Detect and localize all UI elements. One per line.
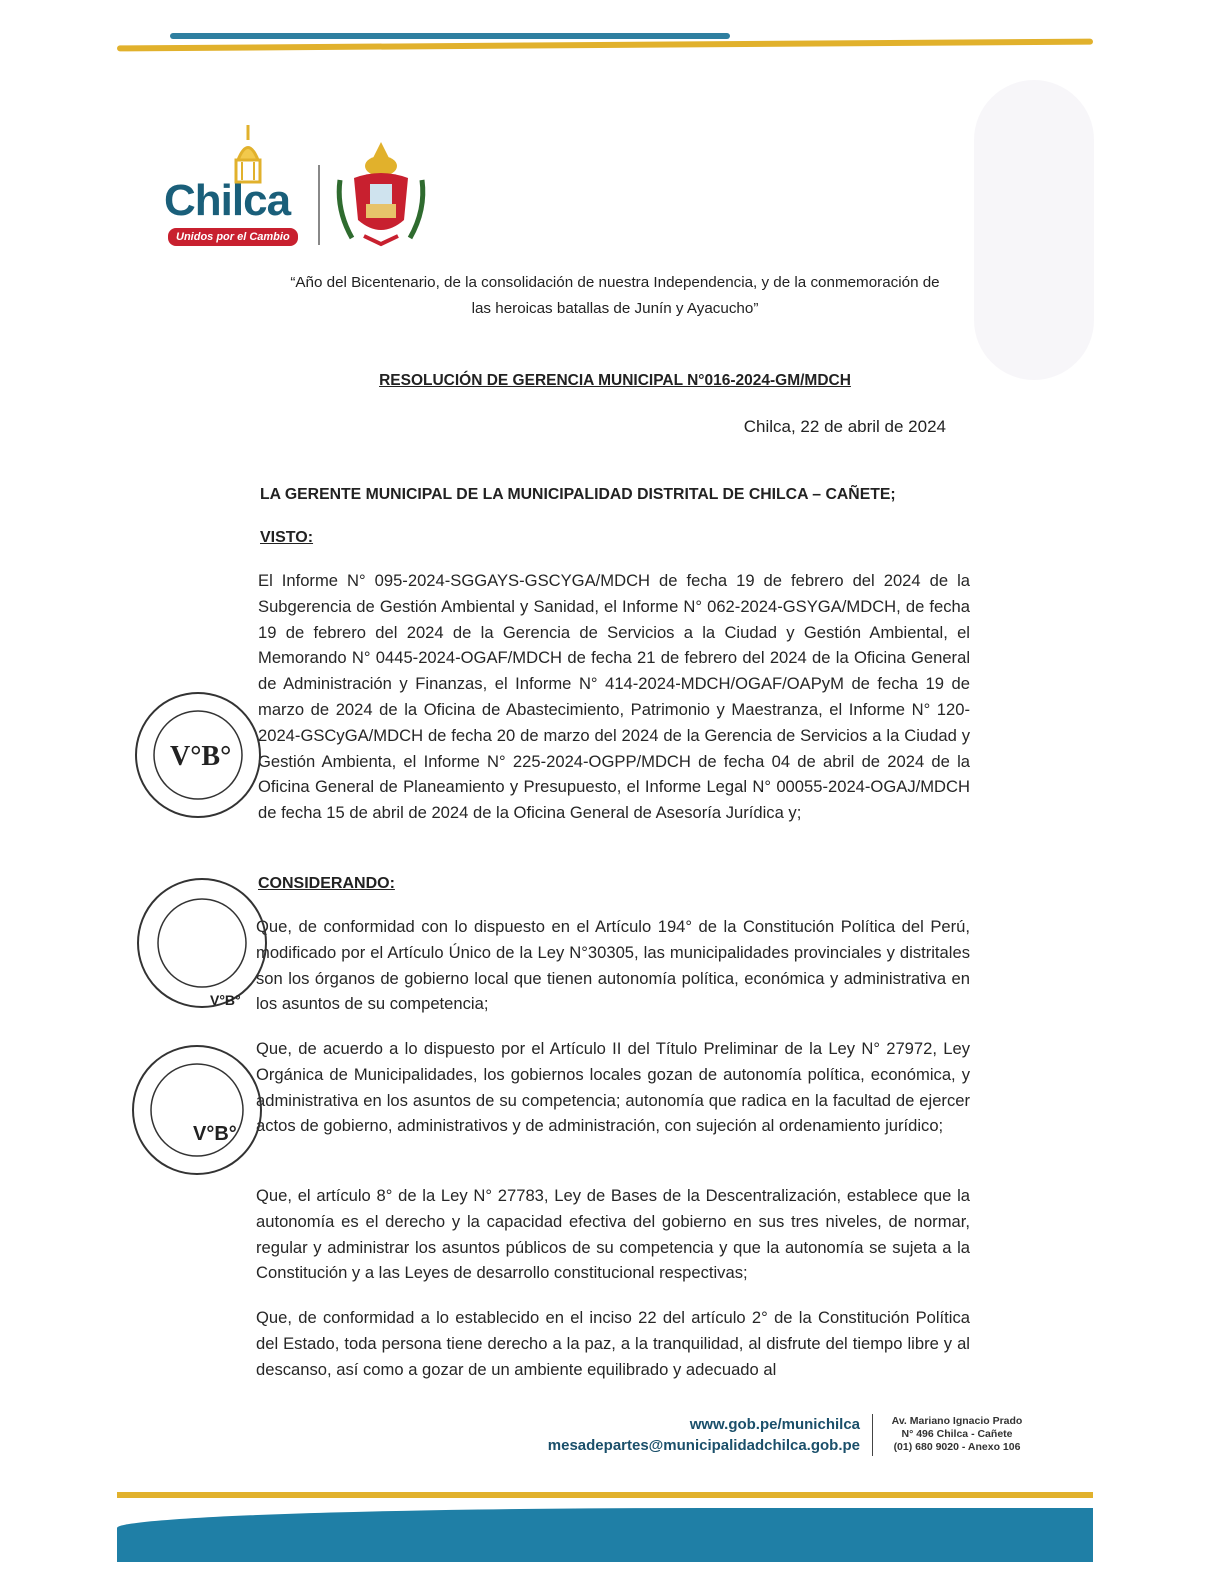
considerando-paragraph-1: Que, de conformidad con lo dispuesto en el Artículo 194° de la Constitución Política del Perú, modificado por el Artículo Único de la Ley N°30305, las municipalidades provinciales y distritales son los órganos de gobierno local que tienen autonomía política, económica y administrativa en los asuntos de su competencia; [256,917,970,1014]
considerando-paragraph-4: Que, de conformidad a lo establecido en el inciso 22 del artículo 2° de la Constitución Política del Estado, toda persona tiene derecho a la paz, a la tranquilidad, al disfrute del tiempo libre y al descanso, así como a gozar de un ambiente equilibrado y adecuado al [256,1308,970,1379]
place-date: Chilca, 22 de abril de 2024 [743,417,946,436]
svg-text:V°B°: V°B° [170,741,232,772]
footer-gold-stripe [117,1492,1093,1498]
footer-address-line-2: N° 496 Chilca - Cañete [901,1428,1013,1440]
considerando-paragraph-3: Que, el artículo 8° de la Ley N° 27783, Ley de Bases de la Descentralización, establece que la autonomía es el derecho y la capacidad efectiva del gobierno en sus tres niveles, de normar, regular y administrar los asuntos públicos de su competencia y que la autonomía se sujeta a la Constitución y a las Leyes de desarrollo constitucional respectivas; [256,1186,970,1283]
motto-line-1: “Año del Bicentenario, de la consolidación de nuestra Independencia, y de la conmemoración de [290,274,940,291]
resolution-title: RESOLUCIÓN DE GERENCIA MUNICIPAL N°016-2024-GM/MDCH [379,372,851,389]
logo-tagline: Unidos por el Cambio [168,228,298,246]
visto-heading: VISTO: [260,529,314,546]
logo-text: Chilca [164,176,291,225]
background-watermark [974,80,1094,380]
chilca-logo [160,120,300,250]
addressee: LA GERENTE MUNICIPAL DE LA MUNICIPALIDAD DISTRITAL DE CHILCA – CAÑETE; [260,486,896,503]
footer-email[interactable]: mesadepartes@municipalidadchilca.gob.pe [547,1437,860,1454]
motto-line-2: las heroicas batallas de Junín y Ayacucho” [471,300,759,317]
svg-text:V°B°: V°B° [210,992,241,1008]
footer-address-line-1: Av. Mariano Ignacio Prado [891,1415,1023,1427]
coat-of-arms-icon [334,140,429,255]
considerando-heading: CONSIDERANDO: [258,875,395,892]
header-gold-stripe [117,39,1093,52]
footer-phone: (01) 680 9020 - Anexo 106 [893,1441,1021,1453]
stamp-gerencia-servicios [132,865,272,1025]
footer-address [878,1415,1036,1454]
header-blue-stripe [170,33,730,39]
footer-website[interactable]: www.gob.pe/munichilca [689,1416,860,1433]
logo-divider [318,165,320,245]
footer-blue-band [117,1508,1093,1562]
considerando-paragraph-2: Que, de acuerdo a lo dispuesto por el Artículo II del Título Preliminar de la Ley N° 27972, Ley Orgánica de Municipalidades, los gobiernos locales gozan de autonomía política, económica, y administrativa en los asuntos de su competencia; autonomía que radica en la facultad de ejercer actos de gobierno, administrativos y de administración, con sujeción al ordenamiento jurídico; [256,1039,970,1136]
stamp-gerente-municipal [130,680,270,835]
visto-paragraph: El Informe N° 095-2024-SGGAYS-GSCYGA/MDCH de fecha 19 de febrero del 2024 de la Subgerencia de Gestión Ambiental y Sanidad, el Informe N° 062-2024-GSYGA/MDCH, de fecha 19 de febrero del 2024 de la Gerencia de Servicios a la Ciudad y Gestión Ambiental, el Memorando N° 0445-2024-OGAF/MDCH de fecha 21 de febrero del 2024 de la Oficina General de Administración y Finanzas, el Informe N° 414-2024-MDCH/OGAF/OAPyM de fecha 19 de marzo de 2024 de la Oficina de Abastecimiento, Patrimonio y Maestranza, el Informe N° 120-2024-GSCyGA/MDCH de fecha 20 de marzo del 2024 de la Gerencia de Servicios a la Ciudad y Gestión Ambienta, el Informe N° 225-2024-OGPP/MDCH de fecha 04 de abril de 2024 de la Oficina General de Planeamiento y Presupuesto, el Informe Legal N° 00055-2024-OGAJ/MDCH de fecha 15 de abril de 2024 de la Oficina General de Asesoría Jurídica y; [258,571,970,823]
footer-divider [872,1414,873,1456]
stamp-gestion-ambiental [125,1035,265,1190]
svg-text:V°B°: V°B° [193,1123,237,1145]
